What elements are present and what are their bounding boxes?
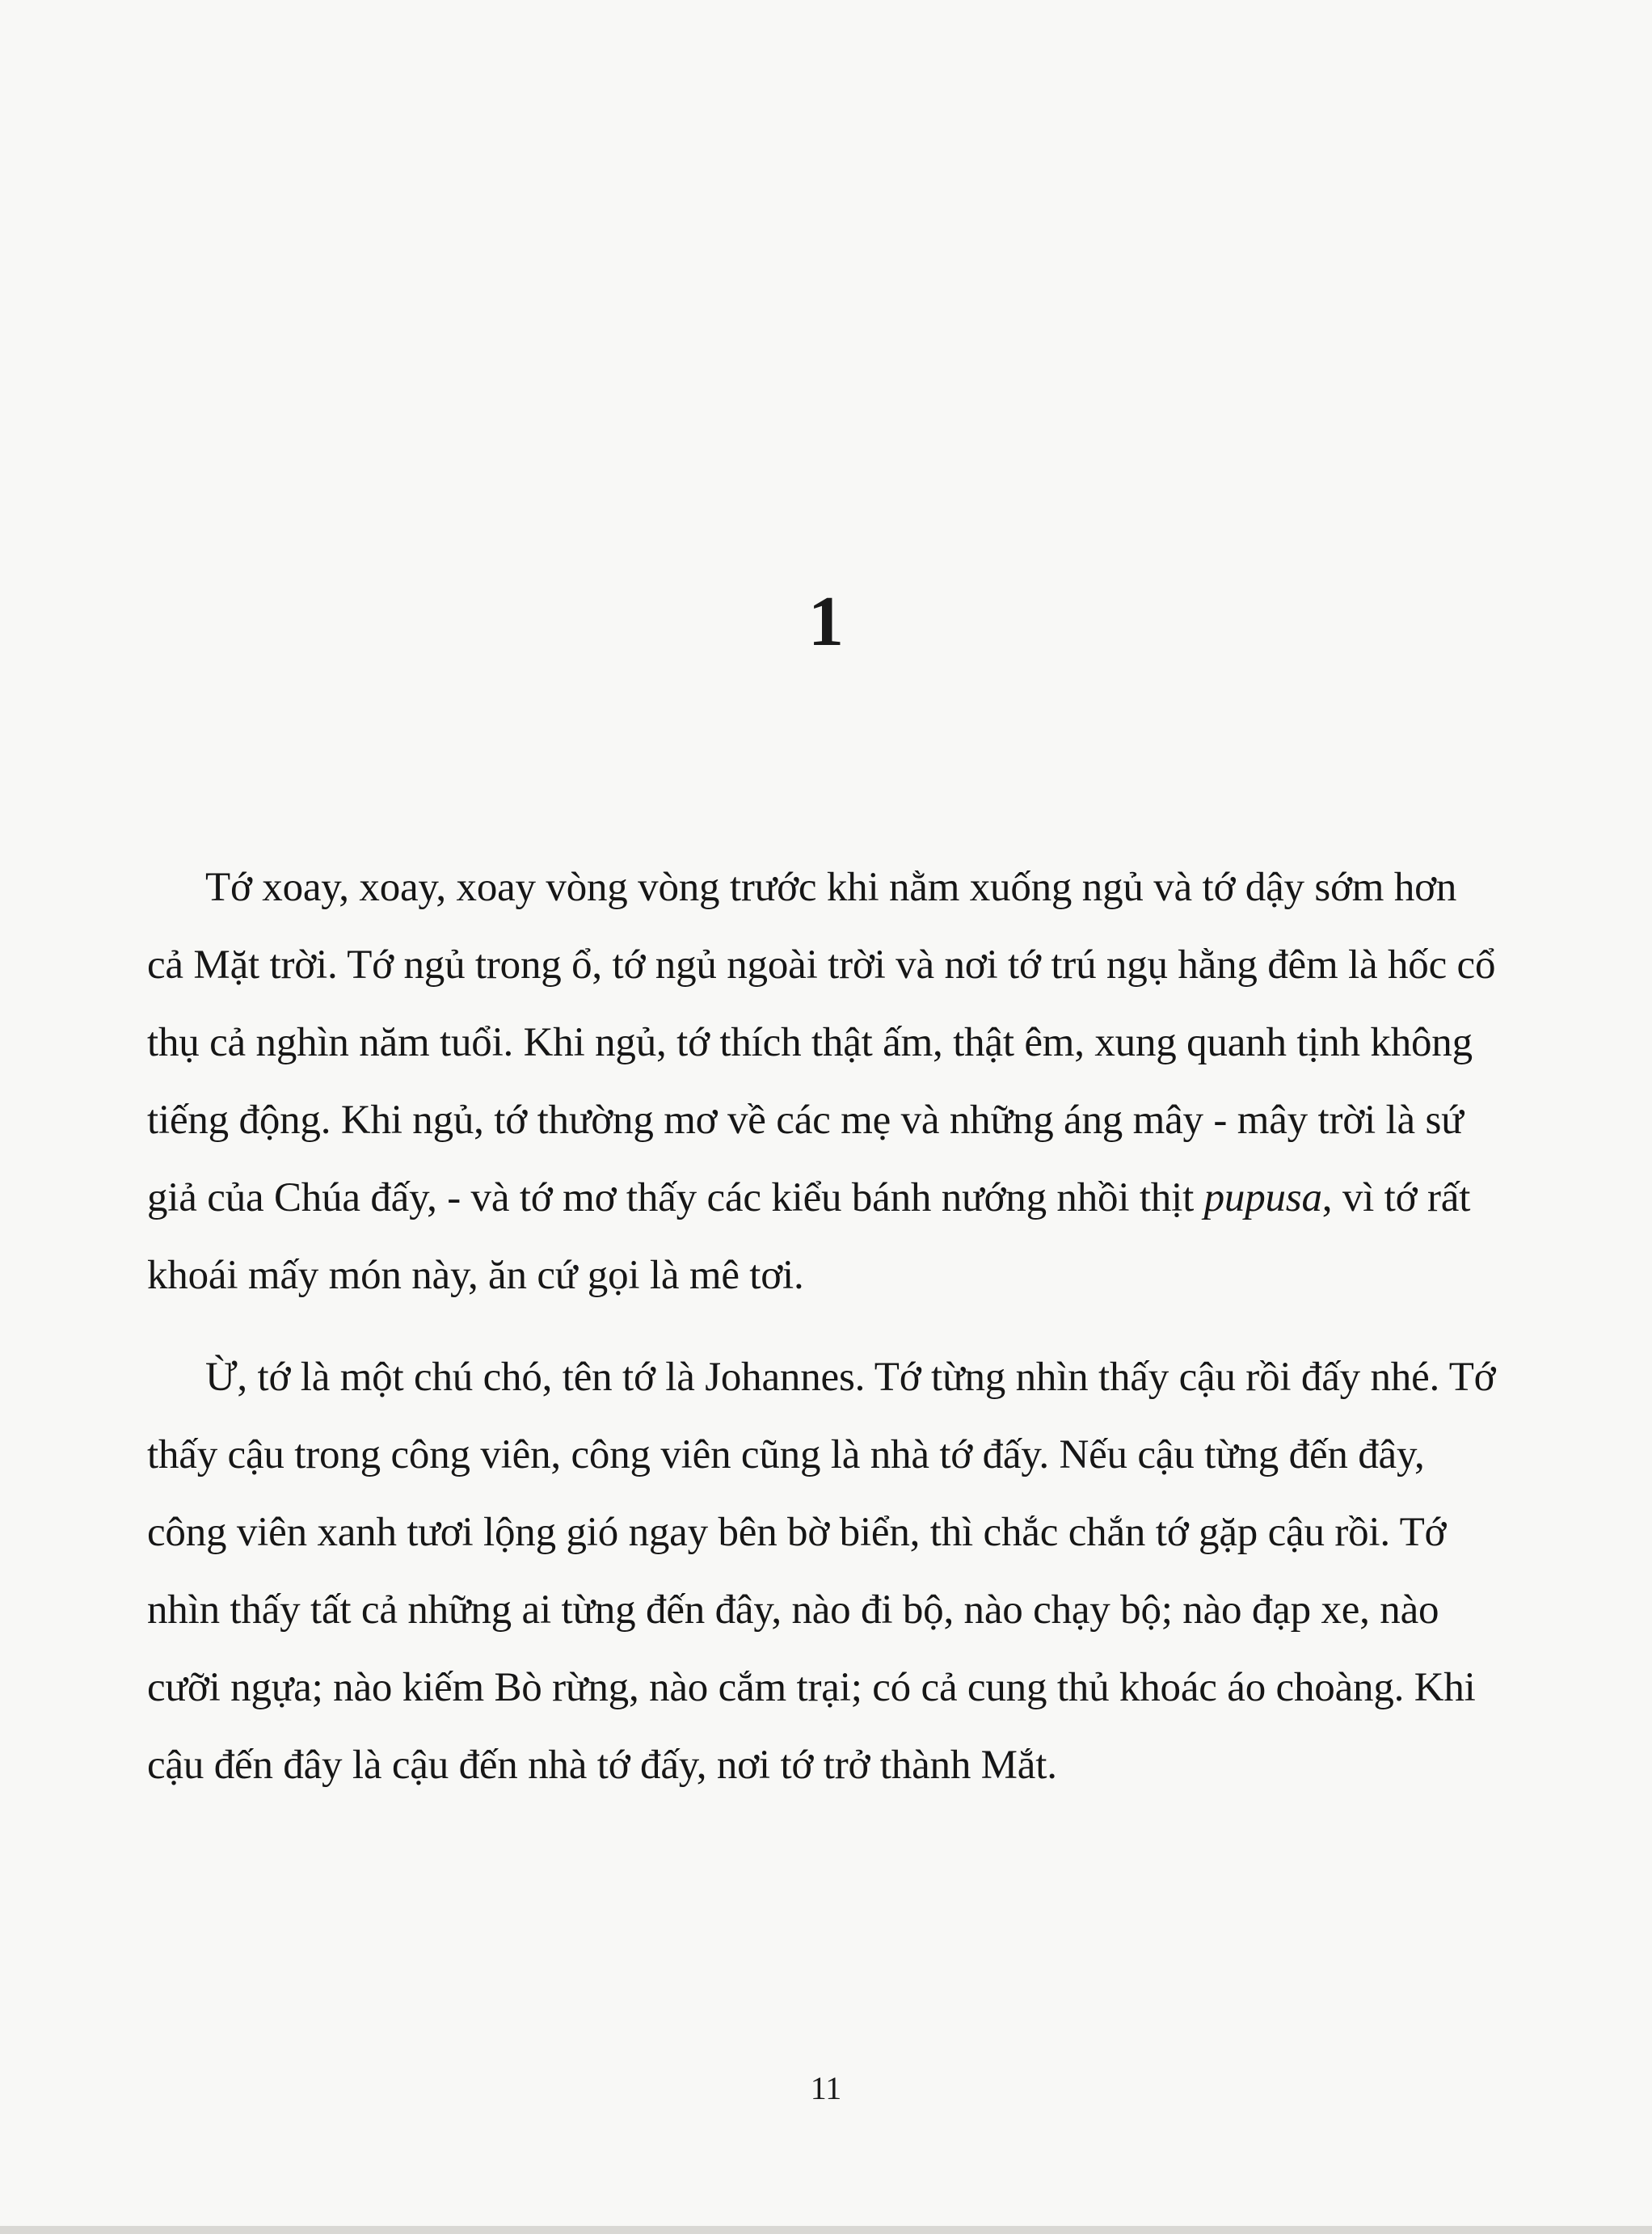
paragraph-1-text-end: , vì tớ rất khoái mấy món này, ăn cứ gọi là mê tơi. <box>147 1175 1471 1298</box>
italic-term: pupusa <box>1203 1175 1322 1220</box>
page-number: 11 <box>810 2070 842 2106</box>
page-bottom-edge <box>0 2226 1652 2234</box>
chapter-number: 1 <box>808 583 844 661</box>
chapter-body <box>147 849 1498 1804</box>
paragraph-2: Ừ, tớ là một chú chó, tên tớ là Johannes. Tớ từng nhìn thấy cậu rồi đấy nhé. Tớ thấy cậu trong công viên, công viên cũng là nhà tớ đấy. Nếu cậu từng đến đây, công viên xanh tươi lộng gió ngay bên bờ biển, thì chắc chắn tớ gặp cậu rồi. Tớ nhìn thấy tất cả những ai từng đến đây, nào đi bộ, nào chạy bộ; nào đạp xe, nào cưỡi ngựa; nào kiếm Bò rừng, nào cắm trại; có cả cung thủ khoác áo choàng. Khi cậu đến đây là cậu đến nhà tớ đấy, nơi tớ trở thành Mắt. <box>147 1355 1496 1788</box>
paragraph-1-text: Tớ xoay, xoay, xoay vòng vòng trước khi nằm xuống ngủ và tớ dậy sớm hơn cả Mặt trời. Tớ ngủ trong ổ, tớ ngủ ngoài trời và nơi tớ trú ngụ hằng đêm là hốc cổ thụ cả nghìn năm tuổi. Khi ngủ, tớ thích thật ấm, thật êm, xung quanh tịnh không tiếng động. Khi ngủ, tớ thường mơ về các mẹ và những áng mây - mây trời là sứ giả của Chúa đấy, - và tớ mơ thấy các kiểu bánh nướng nhồi thịt <box>147 865 1496 1220</box>
paragraph-1 <box>147 849 1498 1314</box>
